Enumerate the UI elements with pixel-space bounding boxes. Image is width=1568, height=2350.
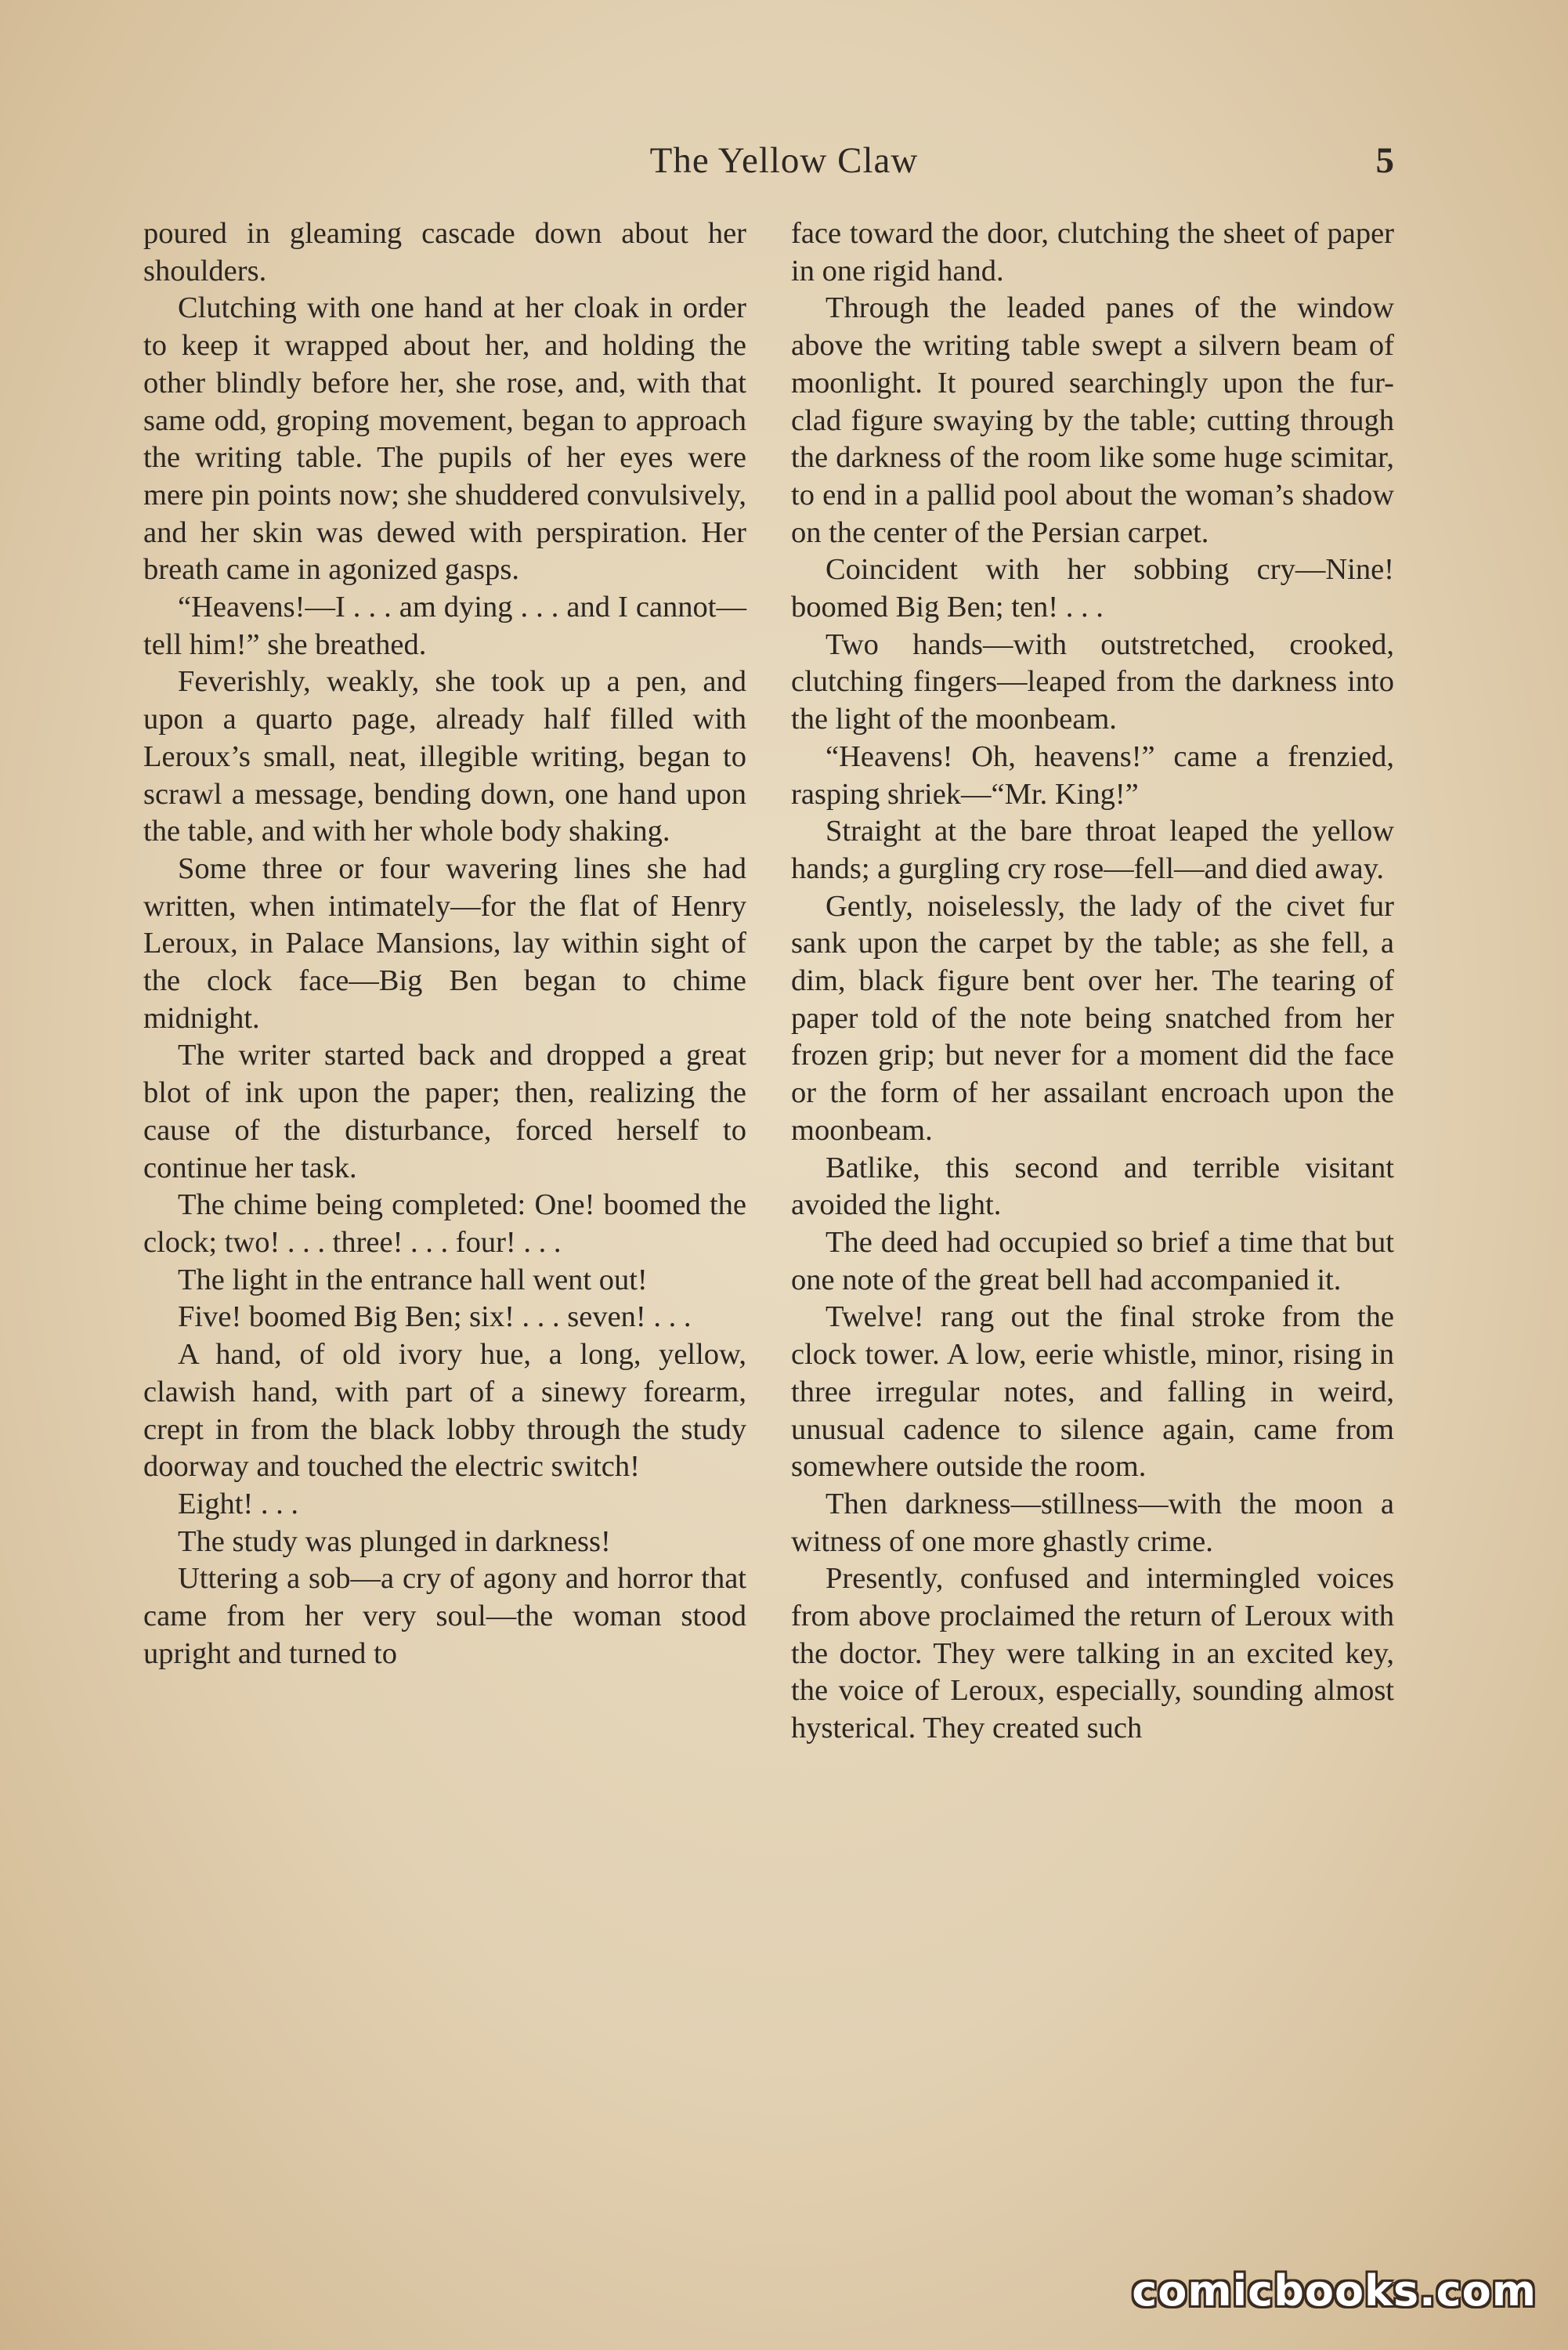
left-text-column xyxy=(143,215,746,1672)
paragraph: Through the leaded panes of the window above the writing table swept a silvern beam of moonlight. It poured searchingly upon the fur-clad figure swaying by the table; cutting through the darkness of the room like some huge scimitar, to end in a pallid pool about the woman’s shadow on the center of the Persian carpet. xyxy=(791,291,1394,549)
paragraph: Twelve! rang out the final stroke from the clock tower. A low, eerie whistle, minor, rising in three irregular notes, and falling in weird, unusual cadence to silence again, came from somewhere outside the room. xyxy=(791,1300,1394,1484)
paragraph: The study was plunged in darkness! xyxy=(178,1524,611,1558)
paragraph: Uttering a sob—a cry of agony and horror that came from her very soul—the woman stood upright and turned to xyxy=(143,1562,746,1670)
paragraph: Gently, noiselessly, the lady of the civet fur sank upon the carpet by the table; as she fell, a dim, black figure bent over her. The tearing of paper told of the note being snatched from her frozen grip; but never for a moment did the face or the form of her assailant encroach upon the moonbeam. xyxy=(791,889,1394,1147)
paragraph: Straight at the bare throat leaped the yellow hands; a gurgling cry rose—fell—and died away. xyxy=(791,815,1394,885)
paragraph: The chime being completed: One! boomed the clock; two! . . . three! . . . four! . . . xyxy=(143,1188,746,1259)
paragraph: Then darkness—stillness—with the moon a witness of one more ghastly crime. xyxy=(791,1487,1394,1558)
paragraph: The deed had occupied so brief a time that but one note of the great bell had accompanied it. xyxy=(791,1225,1394,1296)
paragraph: Eight! . . . xyxy=(178,1487,298,1520)
paragraph: poured in gleaming cascade down about her shoulders. xyxy=(143,217,746,287)
paragraph: Five! boomed Big Ben; six! . . . seven! . . . xyxy=(178,1300,692,1334)
paragraph: “Heavens! Oh, heavens!” came a frenzied, rasping shriek—“Mr. King!” xyxy=(791,739,1394,811)
paragraph: Some three or four wavering lines she had written, when intimately—for the flat of Henry Leroux, in Palace Mansions, lay within sight of the clock face—Big Ben began to chime midnight. xyxy=(143,851,746,1035)
paragraph: Feverishly, weakly, she took up a pen, and upon a quarto page, already half filled with Leroux’s small, neat, illegible writing, began to scrawl a message, bending down, one hand upon the table, and with her whole body shaking. xyxy=(143,665,746,848)
paragraph: The light in the entrance hall went out! xyxy=(178,1263,648,1296)
site-watermark: comicbooks.com xyxy=(1132,2266,1537,2316)
page-number: 5 xyxy=(1375,140,1394,181)
paragraph: Coincident with her sobbing cry—Nine! boomed Big Ben; ten! . . . xyxy=(791,553,1394,624)
right-text-column xyxy=(791,215,1394,1748)
running-header-title: The Yellow Claw xyxy=(649,140,919,181)
paragraph: A hand, of old ivory hue, a long, yellow, clawish hand, with part of a sinewy forearm, crept in from the black lobby through the study doorway and touched the electric switch! xyxy=(143,1338,746,1484)
paragraph: The writer started back and dropped a great blot of ink upon the paper; then, realizing the cause of the disturbance, forced herself to continue her task. xyxy=(143,1039,746,1184)
paragraph: Clutching with one hand at her cloak in order to keep it wrapped about her, and holding the other blindly before her, she rose, and, with that same odd, groping movement, began to approach the writing table. The pupils of her eyes were mere pin points now; she shuddered convulsively, and her skin was dewed with perspiration. Her breath came in agonized gasps. xyxy=(143,291,746,587)
paragraph: Batlike, this second and terrible visitant avoided the light. xyxy=(791,1151,1394,1222)
paragraph: “Heavens!—I . . . am dying . . . and I cannot—tell him!” she breathed. xyxy=(143,591,746,661)
paragraph: Presently, confused and intermingled voices from above proclaimed the return of Leroux with the doctor. They were talking in an excited key, the voice of Leroux, especially, sounding almost hysterical. They created such xyxy=(791,1562,1394,1745)
paragraph: face toward the door, clutching the sheet of paper in one rigid hand. xyxy=(791,217,1394,287)
paragraph: Two hands—with outstretched, crooked, clutching fingers—leaped from the darkness into the light of the moonbeam. xyxy=(791,627,1394,736)
